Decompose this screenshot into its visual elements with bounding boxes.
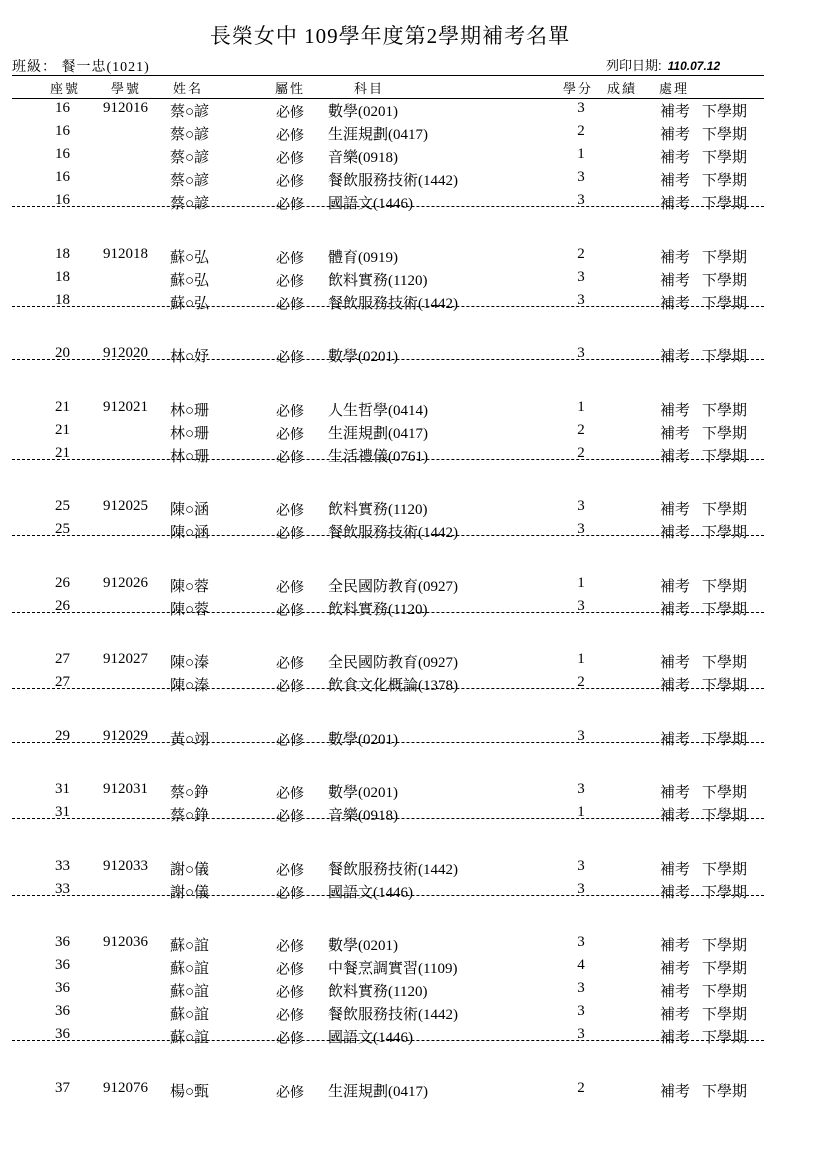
table-row bbox=[0, 169, 827, 192]
course-type-cell: 必修 bbox=[276, 404, 304, 420]
seat-cell: 27 bbox=[55, 651, 70, 667]
course-type-cell: 必修 bbox=[276, 1009, 304, 1024]
table-row bbox=[0, 123, 827, 146]
student-id-cell: 912076 bbox=[103, 1079, 148, 1096]
col-header-name: 姓名 bbox=[173, 81, 204, 96]
course-type-cell: 必修 bbox=[276, 657, 304, 672]
print-date-label: 列印日期: bbox=[606, 58, 662, 73]
term-cell: 下學期 bbox=[702, 104, 748, 120]
seat-cell: 31 bbox=[55, 781, 70, 797]
term-cell: 下學期 bbox=[702, 861, 748, 878]
col-header-subject: 科目 bbox=[354, 81, 385, 96]
student-name-cell: 林○珊 bbox=[170, 402, 210, 419]
credit-cell: 2 bbox=[577, 421, 585, 438]
course-type-cell: 必修 bbox=[276, 106, 304, 121]
action-cell: 補考 bbox=[660, 785, 691, 801]
credit-cell: 1 bbox=[577, 398, 585, 415]
term-cell: 下學期 bbox=[702, 448, 748, 465]
course-type-cell: 必修 bbox=[276, 810, 304, 825]
credit-cell: 3 bbox=[577, 781, 585, 797]
course-type-cell: 必修 bbox=[276, 527, 304, 542]
action-cell: 補考 bbox=[660, 425, 691, 442]
action-cell: 補考 bbox=[660, 295, 691, 312]
term-cell: 下學期 bbox=[702, 938, 748, 954]
table-row bbox=[0, 575, 827, 598]
table-row bbox=[0, 934, 827, 957]
student-name-cell: 蘇○誼 bbox=[170, 1030, 210, 1046]
course-type-cell: 必修 bbox=[276, 733, 304, 749]
course-type-cell: 必修 bbox=[276, 251, 304, 267]
course-type-cell: 必修 bbox=[276, 351, 304, 366]
credit-cell: 2 bbox=[577, 245, 585, 262]
student-name-cell: 楊○甄 bbox=[170, 1083, 210, 1100]
subject-cell: 全民國防教育(0927) bbox=[328, 578, 458, 595]
action-cell: 補考 bbox=[660, 173, 691, 189]
action-cell: 補考 bbox=[660, 525, 691, 541]
seat-cell: 37 bbox=[55, 1079, 70, 1096]
credit-cell: 3 bbox=[577, 169, 585, 185]
subject-cell: 飲料實務(1120) bbox=[328, 984, 428, 1000]
course-type-cell: 必修 bbox=[276, 1032, 304, 1047]
credit-cell: 3 bbox=[577, 268, 585, 285]
group-separator bbox=[12, 818, 764, 819]
credit-cell: 3 bbox=[577, 597, 585, 614]
seat-cell: 26 bbox=[55, 574, 70, 591]
student-name-cell: 蔡○諺 bbox=[170, 173, 210, 189]
table-row bbox=[0, 445, 827, 468]
col-header-score: 成績 bbox=[607, 81, 638, 96]
action-cell: 補考 bbox=[660, 104, 691, 120]
table-row bbox=[0, 674, 827, 697]
subject-cell: 餐飲服務技術(1442) bbox=[328, 861, 458, 878]
action-cell: 補考 bbox=[660, 938, 691, 954]
credit-cell: 3 bbox=[577, 980, 585, 996]
action-cell: 補考 bbox=[660, 984, 691, 1000]
term-cell: 下學期 bbox=[702, 173, 748, 189]
student-id-cell: 912033 bbox=[103, 857, 148, 874]
student-id-cell: 912026 bbox=[103, 574, 148, 591]
group-separator bbox=[12, 612, 764, 613]
student-name-cell: 蔡○諺 bbox=[170, 104, 210, 120]
table-row bbox=[0, 598, 827, 621]
seat-cell: 27 bbox=[55, 674, 70, 690]
seat-cell: 18 bbox=[55, 268, 70, 285]
student-id-cell: 912018 bbox=[103, 245, 148, 262]
table-row bbox=[0, 345, 827, 368]
table-row bbox=[0, 651, 827, 674]
course-type-cell: 必修 bbox=[276, 963, 304, 978]
table-row bbox=[0, 100, 827, 123]
credit-cell: 3 bbox=[577, 291, 585, 308]
table-row bbox=[0, 881, 827, 904]
credit-cell: 1 bbox=[577, 574, 585, 591]
group-separator bbox=[12, 206, 764, 207]
subject-cell: 餐飲服務技術(1442) bbox=[328, 173, 458, 189]
action-cell: 補考 bbox=[660, 578, 691, 595]
seat-cell: 21 bbox=[55, 421, 70, 438]
action-cell: 補考 bbox=[660, 150, 691, 166]
term-cell: 下學期 bbox=[702, 525, 748, 541]
seat-cell: 16 bbox=[55, 169, 70, 185]
table-row bbox=[0, 498, 827, 521]
subject-cell: 數學(0201) bbox=[328, 349, 398, 365]
course-type-cell: 必修 bbox=[276, 680, 304, 695]
col-header-student-id: 學號 bbox=[111, 81, 142, 96]
table-row bbox=[0, 728, 827, 751]
group-separator bbox=[12, 459, 764, 460]
subject-cell: 音樂(0918) bbox=[328, 808, 398, 824]
student-name-cell: 林○妤 bbox=[170, 349, 210, 365]
group-separator bbox=[12, 742, 764, 743]
subject-cell: 生活禮儀(0761) bbox=[328, 448, 428, 465]
student-id-cell: 912029 bbox=[103, 727, 148, 744]
student-name-cell: 蘇○弘 bbox=[170, 249, 210, 266]
term-cell: 下學期 bbox=[702, 272, 748, 289]
col-header-type: 屬性 bbox=[275, 81, 306, 96]
header-bottom-rule bbox=[12, 98, 764, 99]
term-cell: 下學期 bbox=[702, 601, 748, 618]
subject-cell: 數學(0201) bbox=[328, 104, 398, 120]
table-row bbox=[0, 521, 827, 544]
course-type-cell: 必修 bbox=[276, 297, 304, 313]
student-name-cell: 陳○蓉 bbox=[170, 578, 210, 595]
term-cell: 下學期 bbox=[702, 150, 748, 166]
credit-cell: 3 bbox=[577, 857, 585, 874]
student-name-cell: 蔡○諺 bbox=[170, 196, 210, 212]
credit-cell: 3 bbox=[577, 521, 585, 537]
seat-cell: 36 bbox=[55, 957, 70, 973]
table-row bbox=[0, 246, 827, 269]
action-cell: 補考 bbox=[660, 884, 691, 901]
credit-cell: 3 bbox=[577, 100, 585, 116]
student-name-cell: 林○珊 bbox=[170, 425, 210, 442]
action-cell: 補考 bbox=[660, 1007, 691, 1023]
student-name-cell: 黃○翊 bbox=[170, 731, 210, 748]
term-cell: 下學期 bbox=[702, 578, 748, 595]
seat-cell: 31 bbox=[55, 804, 70, 820]
table-row bbox=[0, 146, 827, 169]
course-type-cell: 必修 bbox=[276, 787, 304, 802]
student-name-cell: 蘇○弘 bbox=[170, 272, 210, 289]
group-separator bbox=[12, 306, 764, 307]
table-row bbox=[0, 858, 827, 881]
table-row bbox=[0, 192, 827, 215]
group-separator bbox=[12, 1040, 764, 1041]
table-row bbox=[0, 269, 827, 292]
credit-cell: 4 bbox=[577, 957, 585, 973]
action-cell: 補考 bbox=[660, 1030, 691, 1046]
credit-cell: 3 bbox=[577, 727, 585, 744]
subject-cell: 餐飲服務技術(1442) bbox=[328, 525, 458, 541]
term-cell: 下學期 bbox=[702, 678, 748, 694]
course-type-cell: 必修 bbox=[276, 129, 304, 144]
credit-cell: 2 bbox=[577, 123, 585, 139]
print-date-value: 110.07.12 bbox=[667, 59, 721, 73]
subject-cell: 國語文(1446) bbox=[328, 196, 413, 212]
student-name-cell: 蘇○誼 bbox=[170, 938, 210, 954]
student-name-cell: 陳○溱 bbox=[170, 655, 210, 671]
table-row bbox=[0, 292, 827, 315]
subject-cell: 生涯規劃(0417) bbox=[328, 425, 428, 442]
credit-cell: 1 bbox=[577, 651, 585, 667]
student-name-cell: 陳○涵 bbox=[170, 525, 210, 541]
subject-cell: 餐飲服務技術(1442) bbox=[328, 1007, 458, 1023]
student-name-cell: 陳○溱 bbox=[170, 678, 210, 694]
credit-cell: 2 bbox=[577, 1079, 585, 1096]
course-type-cell: 必修 bbox=[276, 198, 304, 213]
table-row bbox=[0, 1003, 827, 1026]
seat-cell: 16 bbox=[55, 100, 70, 116]
subject-cell: 全民國防教育(0927) bbox=[328, 655, 458, 671]
header-top-rule bbox=[12, 75, 764, 76]
term-cell: 下學期 bbox=[702, 961, 748, 977]
term-cell: 下學期 bbox=[702, 884, 748, 901]
seat-cell: 16 bbox=[55, 192, 70, 208]
seat-cell: 36 bbox=[55, 1003, 70, 1019]
subject-cell: 人生哲學(0414) bbox=[328, 402, 428, 419]
term-cell: 下學期 bbox=[702, 1030, 748, 1046]
term-cell: 下學期 bbox=[702, 349, 748, 365]
course-type-cell: 必修 bbox=[276, 863, 304, 879]
subject-cell: 體育(0919) bbox=[328, 249, 398, 266]
student-name-cell: 蔡○錚 bbox=[170, 785, 210, 801]
course-type-cell: 必修 bbox=[276, 603, 304, 619]
action-cell: 補考 bbox=[660, 448, 691, 465]
action-cell: 補考 bbox=[660, 731, 691, 748]
term-cell: 下學期 bbox=[702, 655, 748, 671]
seat-cell: 26 bbox=[55, 597, 70, 614]
student-name-cell: 蔡○諺 bbox=[170, 150, 210, 166]
student-id-cell: 912031 bbox=[103, 781, 148, 797]
credit-cell: 3 bbox=[577, 498, 585, 514]
seat-cell: 36 bbox=[55, 934, 70, 950]
term-cell: 下學期 bbox=[702, 127, 748, 143]
group-separator bbox=[12, 359, 764, 360]
seat-cell: 29 bbox=[55, 727, 70, 744]
student-id-cell: 912036 bbox=[103, 934, 148, 950]
term-cell: 下學期 bbox=[702, 425, 748, 442]
action-cell: 補考 bbox=[660, 502, 691, 518]
subject-cell: 國語文(1446) bbox=[328, 884, 413, 901]
credit-cell: 2 bbox=[577, 674, 585, 690]
class-info: 班級： 餐一忠(1021) bbox=[12, 60, 150, 75]
student-name-cell: 蘇○誼 bbox=[170, 1007, 210, 1023]
table-row bbox=[0, 980, 827, 1003]
course-type-cell: 必修 bbox=[276, 940, 304, 955]
subject-cell: 數學(0201) bbox=[328, 785, 398, 801]
action-cell: 補考 bbox=[660, 349, 691, 365]
seat-cell: 18 bbox=[55, 291, 70, 308]
action-cell: 補考 bbox=[660, 808, 691, 824]
table-row bbox=[0, 399, 827, 422]
table-row bbox=[0, 804, 827, 827]
action-cell: 補考 bbox=[660, 196, 691, 212]
course-type-cell: 必修 bbox=[276, 175, 304, 190]
seat-cell: 36 bbox=[55, 980, 70, 996]
student-name-cell: 蘇○誼 bbox=[170, 961, 210, 977]
term-cell: 下學期 bbox=[702, 249, 748, 266]
student-name-cell: 謝○儀 bbox=[170, 884, 210, 901]
seat-cell: 21 bbox=[55, 444, 70, 461]
group-separator bbox=[12, 688, 764, 689]
subject-cell: 飲料實務(1120) bbox=[328, 502, 428, 518]
table-row bbox=[0, 1080, 827, 1103]
seat-cell: 33 bbox=[55, 857, 70, 874]
term-cell: 下學期 bbox=[702, 1007, 748, 1023]
subject-cell: 音樂(0918) bbox=[328, 150, 398, 166]
student-name-cell: 林○珊 bbox=[170, 448, 210, 465]
term-cell: 下學期 bbox=[702, 731, 748, 748]
course-type-cell: 必修 bbox=[276, 580, 304, 596]
subject-cell: 飲食文化概論(1378) bbox=[328, 678, 458, 694]
action-cell: 補考 bbox=[660, 678, 691, 694]
table-row bbox=[0, 957, 827, 980]
term-cell: 下學期 bbox=[702, 785, 748, 801]
seat-cell: 25 bbox=[55, 498, 70, 514]
subject-cell: 數學(0201) bbox=[328, 731, 398, 748]
credit-cell: 1 bbox=[577, 146, 585, 162]
col-header-seat: 座號 bbox=[50, 81, 81, 96]
table-row bbox=[0, 781, 827, 804]
course-type-cell: 必修 bbox=[276, 152, 304, 167]
subject-cell: 生涯規劃(0417) bbox=[328, 127, 428, 143]
action-cell: 補考 bbox=[660, 249, 691, 266]
group-separator bbox=[12, 535, 764, 536]
seat-cell: 18 bbox=[55, 245, 70, 262]
subject-cell: 數學(0201) bbox=[328, 938, 398, 954]
student-name-cell: 陳○蓉 bbox=[170, 601, 210, 618]
course-type-cell: 必修 bbox=[276, 504, 304, 519]
credit-cell: 3 bbox=[577, 934, 585, 950]
action-cell: 補考 bbox=[660, 402, 691, 419]
term-cell: 下學期 bbox=[702, 295, 748, 312]
credit-cell: 3 bbox=[577, 1026, 585, 1042]
table-row bbox=[0, 1026, 827, 1049]
term-cell: 下學期 bbox=[702, 402, 748, 419]
seat-cell: 25 bbox=[55, 521, 70, 537]
seat-cell: 21 bbox=[55, 398, 70, 415]
course-type-cell: 必修 bbox=[276, 450, 304, 466]
student-name-cell: 蘇○弘 bbox=[170, 295, 210, 312]
subject-cell: 國語文(1446) bbox=[328, 1030, 413, 1046]
col-header-credit: 學分 bbox=[563, 81, 594, 96]
term-cell: 下學期 bbox=[702, 502, 748, 518]
term-cell: 下學期 bbox=[702, 984, 748, 1000]
subject-cell: 飲料實務(1120) bbox=[328, 272, 428, 289]
print-date bbox=[606, 55, 720, 74]
course-type-cell: 必修 bbox=[276, 1085, 304, 1101]
credit-cell: 3 bbox=[577, 345, 585, 361]
course-type-cell: 必修 bbox=[276, 274, 304, 290]
action-cell: 補考 bbox=[660, 1083, 691, 1100]
student-id-cell: 912020 bbox=[103, 345, 148, 361]
credit-cell: 3 bbox=[577, 1003, 585, 1019]
action-cell: 補考 bbox=[660, 655, 691, 671]
seat-cell: 16 bbox=[55, 123, 70, 139]
action-cell: 補考 bbox=[660, 961, 691, 977]
student-id-cell: 912027 bbox=[103, 651, 148, 667]
course-type-cell: 必修 bbox=[276, 986, 304, 1001]
term-cell: 下學期 bbox=[702, 808, 748, 824]
subject-cell: 生涯規劃(0417) bbox=[328, 1083, 428, 1100]
term-cell: 下學期 bbox=[702, 196, 748, 212]
credit-cell: 3 bbox=[577, 192, 585, 208]
student-name-cell: 謝○儀 bbox=[170, 861, 210, 878]
table-row bbox=[0, 422, 827, 445]
group-separator bbox=[12, 895, 764, 896]
page-title: 長榮女中 109學年度第2學期補考名單 bbox=[209, 24, 571, 48]
seat-cell: 36 bbox=[55, 1026, 70, 1042]
student-id-cell: 912025 bbox=[103, 498, 148, 514]
term-cell: 下學期 bbox=[702, 1083, 748, 1100]
subject-cell: 餐飲服務技術(1442) bbox=[328, 295, 458, 312]
student-name-cell: 陳○涵 bbox=[170, 502, 210, 518]
action-cell: 補考 bbox=[660, 861, 691, 878]
action-cell: 補考 bbox=[660, 272, 691, 289]
student-id-cell: 912016 bbox=[103, 100, 148, 116]
seat-cell: 16 bbox=[55, 146, 70, 162]
subject-cell: 飲料實務(1120) bbox=[328, 601, 428, 618]
course-type-cell: 必修 bbox=[276, 427, 304, 443]
seat-cell: 20 bbox=[55, 345, 70, 361]
credit-cell: 2 bbox=[577, 444, 585, 461]
student-id-cell: 912021 bbox=[103, 398, 148, 415]
credit-cell: 3 bbox=[577, 880, 585, 897]
subject-cell: 中餐烹調實習(1109) bbox=[328, 961, 458, 977]
seat-cell: 33 bbox=[55, 880, 70, 897]
student-name-cell: 蘇○誼 bbox=[170, 984, 210, 1000]
student-name-cell: 蔡○諺 bbox=[170, 127, 210, 143]
credit-cell: 1 bbox=[577, 804, 585, 820]
col-header-action: 處理 bbox=[659, 81, 690, 96]
action-cell: 補考 bbox=[660, 601, 691, 618]
student-name-cell: 蔡○錚 bbox=[170, 808, 210, 824]
course-type-cell: 必修 bbox=[276, 886, 304, 902]
action-cell: 補考 bbox=[660, 127, 691, 143]
